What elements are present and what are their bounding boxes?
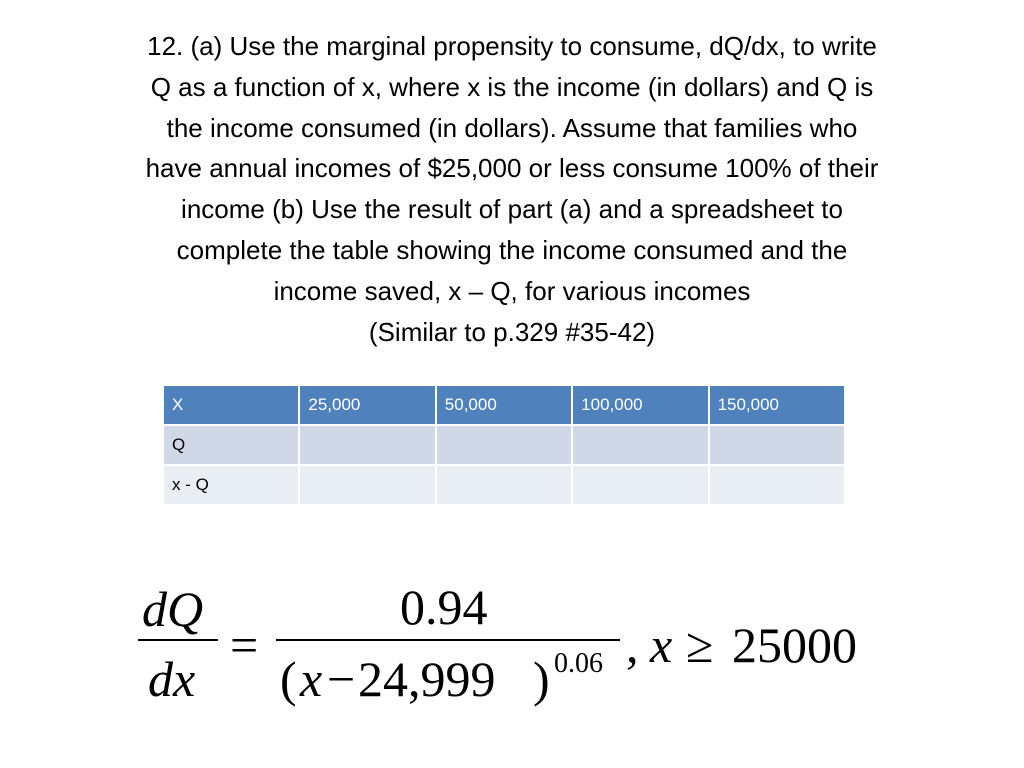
- problem-line: Q as a function of x, where x is the income (in dollars) and Q is: [150, 71, 874, 102]
- row-label: x - Q: [163, 465, 299, 505]
- problem-line: the income consumed (in dollars). Assume that families who: [166, 112, 858, 143]
- lhs-fraction-bar: [138, 639, 218, 641]
- problem-reference: (Similar to p.329 #35-42): [368, 316, 656, 347]
- problem-statement: [40, 26, 984, 352]
- paren-close: ): [533, 651, 550, 707]
- table-header-row: [163, 385, 845, 425]
- greater-or-equal-sign: ≥: [686, 617, 714, 673]
- table-header-cell: X: [163, 385, 299, 425]
- problem-line: complete the table showing the income consumed and the: [176, 234, 848, 265]
- marginal-propensity-formula: [130, 570, 910, 730]
- table-row-q: [163, 425, 845, 465]
- equals-sign: =: [230, 617, 259, 673]
- denominator-variable: x: [300, 651, 323, 707]
- denominator-constant: 24,999: [358, 651, 496, 707]
- table-cell: [572, 425, 708, 465]
- paren-open: (: [280, 651, 297, 707]
- row-label: Q: [163, 425, 299, 465]
- condition-variable: x: [650, 617, 673, 673]
- table-header-cell: 100,000: [572, 385, 708, 425]
- condition-comma: ,: [626, 617, 639, 673]
- minus-sign: −: [327, 651, 356, 707]
- table-row-x-minus-q: [163, 465, 845, 505]
- table-header-cell: 50,000: [436, 385, 572, 425]
- condition-value: 25000: [732, 617, 857, 673]
- lhs-numerator: dQ: [142, 581, 204, 637]
- table-cell: [709, 465, 845, 505]
- table-cell: [299, 425, 435, 465]
- table-cell: [709, 425, 845, 465]
- problem-line: have annual incomes of $25,000 or less consume 100% of their: [145, 153, 879, 184]
- table-cell: [299, 465, 435, 505]
- rhs-fraction-bar: [276, 639, 620, 641]
- problem-line: income saved, x – Q, for various incomes: [273, 275, 751, 306]
- table-cell: [436, 465, 572, 505]
- table-cell: [572, 465, 708, 505]
- table-header-cell: 25,000: [299, 385, 435, 425]
- table-header-cell: 150,000: [709, 385, 845, 425]
- exponent: 0.06: [554, 648, 603, 679]
- lhs-denominator: dx: [148, 651, 196, 707]
- problem-line: 12. (a) Use the marginal propensity to consume, dQ/dx, to write: [147, 31, 877, 61]
- problem-line: income (b) Use the result of part (a) and a spreadsheet to: [181, 194, 843, 225]
- rhs-numerator: 0.94: [400, 579, 488, 635]
- income-table: [162, 384, 846, 506]
- table-cell: [436, 425, 572, 465]
